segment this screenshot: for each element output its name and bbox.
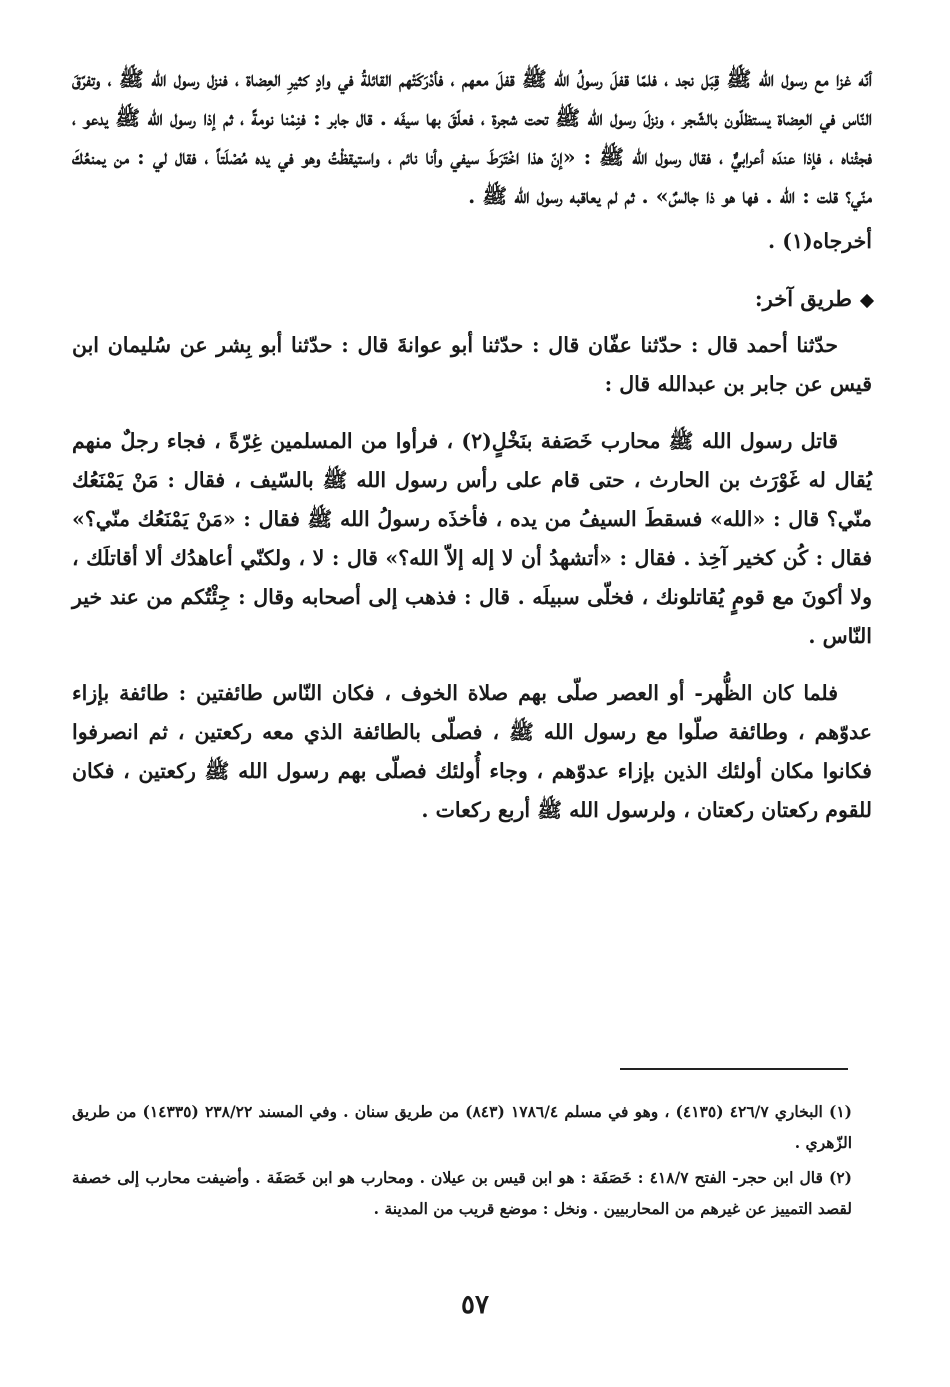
paragraph-takhrij: أخرجاه(١) .: [767, 229, 872, 253]
section-heading: [72, 279, 872, 318]
paragraph-isnad: حدّثنا أحمد قال : حدّثنا عفّان قال : حدّثنا أبو عوانةَ قال : حدّثنا أبو بِشر عن سُليمان ابن قيس عن جابر بن عبدالله قال :: [72, 333, 872, 396]
section-heading-label: طريق آخر:: [754, 286, 852, 311]
paragraph-hadith-jabir: أنّه غزا مع رسول الله ﷺ قِبَل نجد ، فلمّا قفلَ رسولُ الله ﷺ قفلَ معهم ، فأدْرَكَتْهم القائلةُ في وادٍ كثيرِ العِضاة ، فنزل رسول الله ﷺ ، وتفرّقَ النّاس في العِضاة يستظلّون بالشّجر ، ونزلَ رسول الله ﷺ تحت شجرة ، فعلّقَ بها سيفَه . قال جابر : فنِمْنا نومةً ، ثم إذا رسول الله ﷺ يدعو ، فجئْناه ، فإذا عندَه أعرابيٌّ ، فقال رسول الله ﷺ : «إنّ هذا اخْتَرَطَ سيفي وأنا نائم ، واستيقظْتُ وهو في يده مُصْلَتاً ، فقال لي : من يمنعُكَ منّي؟ قلت : الله . فها هو ذا جالسٌ» . ثم لم يعاقبه رسول الله ﷺ .: [72, 67, 872, 208]
footnote-separator: [620, 1068, 848, 1070]
footnotes: [72, 1096, 852, 1228]
footnote-1: (١) البخاري ٤٢٦/٧ (٤١٣٥) ، وهو في مسلم ١٧٨٦/٤ (٨٤٣) من طريق سنان . وفي المسند ٢٣٨/٢٢ (١٤٣٣٥) من طريق الزّهري .: [72, 1102, 853, 1152]
paragraph-matn: قاتل رسول الله ﷺ محارب خَصَفة بنَخْلٍ(٢) ، فرأوا من المسلمين غِرّةً ، فجاء رجلٌ منهم يُقال له غَوْرَث بن الحارث ، حتى قام على رأس رسول الله ﷺ بالسّيف ، فقال : مَنْ يَمْنَعُك منّي؟ قال : «الله» فسقطَ السيفُ من يده ، فأخذَه رسولُ الله ﷺ فقال : «مَنْ يَمْنَعُك منّي؟» فقال : كُن كخير آخِذ . فقال : «أتشهدُ أن لا إله إلاّ الله؟» قال : لا ، ولكنّي أعاهدُك ألا أقاتلَك ، ولا أكونَ مع قومٍ يُقاتلونك ، فخلّى سبيلَه . قال : فذهب إلى أصحابه وقال : جِئْتُكم من عند خير النّاس .: [72, 429, 872, 648]
page-body: [72, 60, 872, 830]
footnote-2: (٢) قال ابن حجر- الفتح ٤١٨/٧ : خَصَفَة : هو ابن قيس بن عيلان . ومحارب هو ابن خَصَفَة . وأضيفت محارب إلى خصفة لقصد التمييز عن غيرهم من المحاربيين . ونخل : موضع قريب من المدينة .: [72, 1168, 852, 1218]
paragraph-salat-khawf: فلما كان الظُّهر- أو العصر صلّى بهم صلاة الخوف ، فكان النّاس طائفتين : طائفة بإزاء عدوّهم ، وطائفة صلّوا مع رسول الله ﷺ ، فصلّى بالطائفة الذي معه ركعتين ، ثم انصرفوا فكانوا مكان أولئك الذين بإزاء عدوّهم ، وجاء أُولئك فصلّى بهم رسول الله ﷺ ركعتين ، فكان للقوم ركعتان ركعتان ، ولرسول الله ﷺ أربع ركعات .: [72, 681, 872, 822]
diamond-bullet-icon: [860, 293, 874, 307]
page-number: ٥٧: [461, 1290, 489, 1320]
